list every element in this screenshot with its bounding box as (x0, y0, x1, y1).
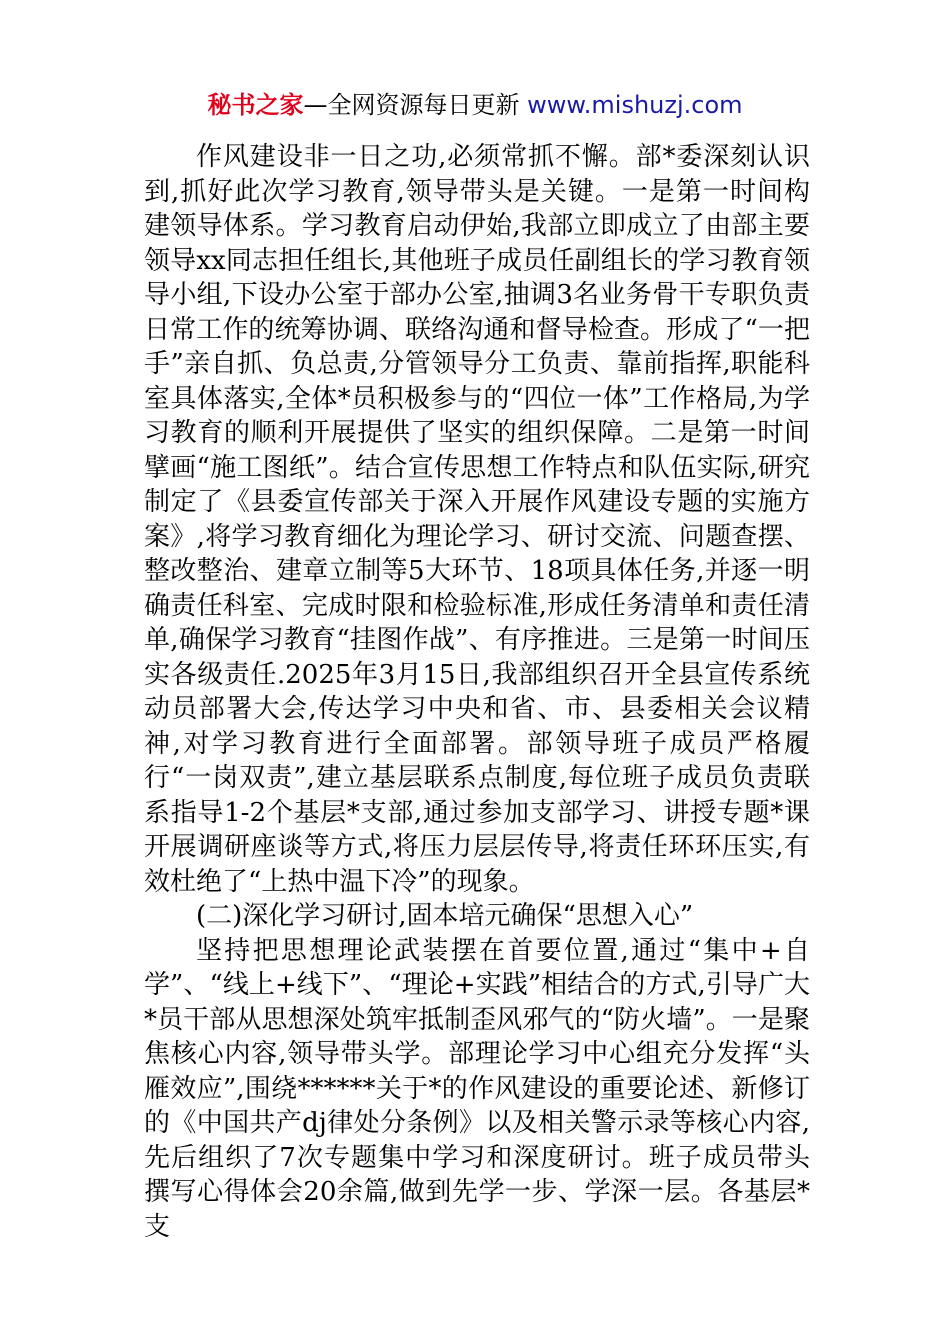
site-tagline: —全网资源每日更新 (303, 91, 528, 119)
section-heading-2: (二)深化学习研讨,固本培元确保“思想入心” (196, 901, 694, 931)
paragraph-study: 坚持把思想理论武装摆在首要位置,通过“集中+自学”、“线上+线下”、“理论+实践”相结合的方式,引导广大*员干部从思想深处筑牢抵制歪风邪气的“防火墙”。一是聚焦核心内容,领导带头学。部理论学习中心组充分发挥“头雁效应”,围绕******关于*的作风建设的重要论述、新修订的《中国共产dj律处分条例》以及相关警示录等核心内容,先后组织了7次专题集中学习和深度研讨。班子成员带头撰写心得体会20余篇,做到先学一步、学深一层。各基层*支 (144, 935, 810, 1242)
site-brand: 秘书之家 (207, 91, 304, 119)
watermark-header (0, 88, 950, 122)
site-url[interactable]: www.mishuzj.com (527, 91, 743, 119)
paragraph-leadership: 作风建设非一日之功,必须常抓不懈。部*委深刻认识到,抓好此次学习教育,领导带头是关键。一是第一时间构建领导体系。学习教育启动伊始,我部立即成立了由部主要领导xx同志担任组长,其他班子成员任副组长的学习教育领导小组,下设办公室于部办公室,抽调3名业务骨干专职负责日常工作的统筹协调、联络沟通和督导检查。形成了“一把手”亲自抓、负总责,分管领导分工负责、靠前指挥,职能科室具体落实,全体*员积极参与的“四位一体”工作格局,为学习教育的顺利开展提供了坚实的组织保障。二是第一时间擘画“施工图纸”。结合宣传思想工作特点和队伍实际,研究制定了《县委宣传部关于深入开展作风建设专题的实施方案》,将学习教育细化为理论学习、研讨交流、问题查摆、整改整治、建章立制等5大环节、18项具体任务,并逐一明确责任科室、完成时限和检验标准,形成任务清单和责任清单,确保学习教育“挂图作战”、有序推进。三是第一时间压实各级责任.2025年3月15日,我部组织召开全县宣传系统动员部署大会,传达学习中央和省、市、县委相关会议精神,对学习教育进行全面部署。部领导班子成员严格履行“一岗双责”,建立基层联系点制度,每位班子成员负责联系指导1-2个基层*支部,通过参加支部学习、讲授专题*课开展调研座谈等方式,将压力层层传导,将责任环环压实,有效杜绝了“上热中温下冷”的现象。 (144, 142, 810, 897)
document-body (144, 140, 810, 1244)
